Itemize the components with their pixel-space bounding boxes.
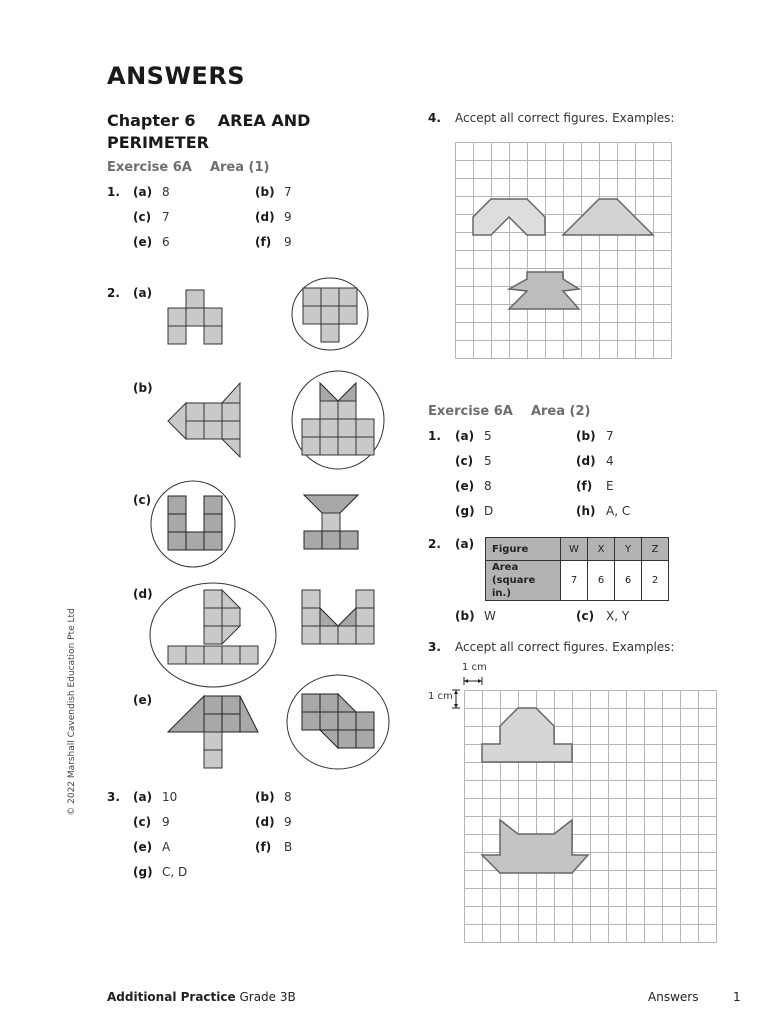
q1-left-label-d: (d) <box>255 210 275 224</box>
q4-grid <box>456 143 672 359</box>
footer-book <box>107 990 296 1004</box>
chapter-heading-line2: PERIMETER <box>107 133 209 152</box>
q2-right-answer-c: X, Y <box>606 609 630 623</box>
q2b-shape-right <box>302 383 374 455</box>
q2b-shape-left <box>168 383 240 457</box>
q1-left-label-c: (c) <box>133 210 152 224</box>
q3-left-answer-b: 8 <box>284 790 292 804</box>
area-table-value-z: 2 <box>642 561 669 601</box>
scale-arrow-vertical <box>452 690 460 708</box>
page-title: ANSWERS <box>107 62 246 90</box>
q3-left-label-f: (f) <box>255 840 272 854</box>
area-table-row-label-line2: (square in.) <box>492 575 536 599</box>
q2c-figures <box>150 480 400 570</box>
q3-grid-figure <box>450 673 716 933</box>
chapter-heading <box>107 110 310 154</box>
area-table-col-y: Y <box>615 538 642 561</box>
footer-section: Answers <box>648 990 699 1004</box>
footer-grade: Grade 3B <box>235 990 296 1004</box>
q4-right-text: Accept all correct figures. Examples: <box>455 111 675 125</box>
q4-right-number: 4. <box>428 111 441 125</box>
q1-right-answer-e: 8 <box>484 479 492 493</box>
q2-left-label-d: (d) <box>133 587 153 601</box>
q1-left-label-f: (f) <box>255 235 272 249</box>
q2-right-label-a: (a) <box>455 537 475 551</box>
q2e-shape-right <box>302 694 374 748</box>
q3-left-label-c: (c) <box>133 815 152 829</box>
area-table-col-w: W <box>561 538 588 561</box>
q3-left-answer-e: A <box>162 840 171 854</box>
q1-right-label-b: (b) <box>576 429 596 443</box>
q1-left-label-e: (e) <box>133 235 153 249</box>
q1-left-answer-e: 6 <box>162 235 170 249</box>
scale-label-horizontal: 1 cm <box>462 662 487 673</box>
area-table-header-label: Figure <box>486 538 561 561</box>
q2-left-number: 2. <box>107 286 120 300</box>
area-table-row-label-line1: Area <box>492 562 519 573</box>
q4-shape-3 <box>509 272 579 309</box>
area-table-header-row <box>486 538 669 561</box>
area-table-col-z: Z <box>642 538 669 561</box>
q3-left-label-b: (b) <box>255 790 275 804</box>
q2d-shape-right <box>302 590 374 644</box>
q2e-shape-left <box>168 696 258 768</box>
q1-left-answer-a: 8 <box>162 185 170 199</box>
q2d-shape-left <box>168 590 258 664</box>
q3-right-text: Accept all correct figures. Examples: <box>455 640 675 654</box>
q3-left-number: 3. <box>107 790 120 804</box>
q3-left-answer-g: C, D <box>162 865 188 879</box>
q1-left-answer-c: 7 <box>162 210 170 224</box>
q1-right-label-e: (e) <box>455 479 475 493</box>
q1-left-number: 1. <box>107 185 120 199</box>
q1-left-answer-b: 7 <box>284 185 292 199</box>
q2-left-label-a: (a) <box>133 286 153 300</box>
area-table-row-label <box>486 561 561 601</box>
exercise-heading-area-1: Exercise 6A Area (1) <box>107 160 270 175</box>
q1-left-label-a: (a) <box>133 185 153 199</box>
q4-grid-figure <box>455 142 671 366</box>
q1-right-answer-a: 5 <box>484 429 492 443</box>
q1-right-label-a: (a) <box>455 429 475 443</box>
q2-left-label-e: (e) <box>133 693 153 707</box>
q1-right-answer-g: D <box>484 504 494 518</box>
q2-right-number: 2. <box>428 537 441 551</box>
q2-left-label-b: (b) <box>133 381 153 395</box>
q3-right-number: 3. <box>428 640 441 654</box>
q2e-figures <box>160 672 400 782</box>
q2c-shape-left <box>168 496 222 550</box>
q2a-figures <box>160 282 400 352</box>
area-table <box>485 537 669 601</box>
q1-right-label-d: (d) <box>576 454 596 468</box>
q2c-shape-right <box>304 495 358 549</box>
q2-left-label-c: (c) <box>133 493 152 507</box>
area-table-value-x: 6 <box>588 561 615 601</box>
q2a-shape-left <box>168 290 222 344</box>
q4-shape-2 <box>563 199 653 235</box>
area-table-value-y: 6 <box>615 561 642 601</box>
footer-page-number: 1 <box>733 990 741 1004</box>
q1-right-label-h: (h) <box>576 504 596 518</box>
q1-left-answer-d: 9 <box>284 210 292 224</box>
exercise-heading-area-2: Exercise 6A Area (2) <box>428 404 591 419</box>
area-table-col-x: X <box>588 538 615 561</box>
q3-left-label-g: (g) <box>133 865 153 879</box>
q2-right-label-c: (c) <box>576 609 595 623</box>
q1-right-answer-h: A, C <box>606 504 631 518</box>
area-table-value-row <box>486 561 669 601</box>
q1-right-answer-d: 4 <box>606 454 614 468</box>
q3-shape-2 <box>482 820 588 873</box>
q1-right-label-c: (c) <box>455 454 474 468</box>
q2-right-label-b: (b) <box>455 609 475 623</box>
q1-right-label-f: (f) <box>576 479 593 493</box>
q1-left-label-b: (b) <box>255 185 275 199</box>
q3-left-answer-a: 10 <box>162 790 178 804</box>
q3-left-answer-f: B <box>284 840 293 854</box>
scale-label-vertical: 1 cm <box>428 691 453 702</box>
q3-left-label-d: (d) <box>255 815 275 829</box>
copyright-notice: © 2022 Marshall Cavendish Education Pte Ltd <box>67 608 77 816</box>
q3-left-answer-c: 9 <box>162 815 170 829</box>
q1-left-answer-f: 9 <box>284 235 292 249</box>
q1-right-answer-b: 7 <box>606 429 614 443</box>
q3-shape-1 <box>482 708 572 762</box>
chapter-heading-line1: Chapter 6 AREA AND <box>107 111 311 130</box>
q1-right-number: 1. <box>428 429 441 443</box>
q2a-shape-right <box>303 288 357 342</box>
q2-right-answer-b: W <box>484 609 496 623</box>
footer-book-title: Additional Practice <box>107 990 236 1004</box>
q3-left-label-a: (a) <box>133 790 153 804</box>
q3-left-label-e: (e) <box>133 840 153 854</box>
q1-right-answer-c: 5 <box>484 454 492 468</box>
q3-left-answer-d: 9 <box>284 815 292 829</box>
scale-arrow-horizontal <box>464 677 482 685</box>
q2b-figures <box>160 370 400 470</box>
q1-right-answer-f: E <box>606 479 614 493</box>
q1-right-label-g: (g) <box>455 504 475 518</box>
area-table-value-w: 7 <box>561 561 588 601</box>
